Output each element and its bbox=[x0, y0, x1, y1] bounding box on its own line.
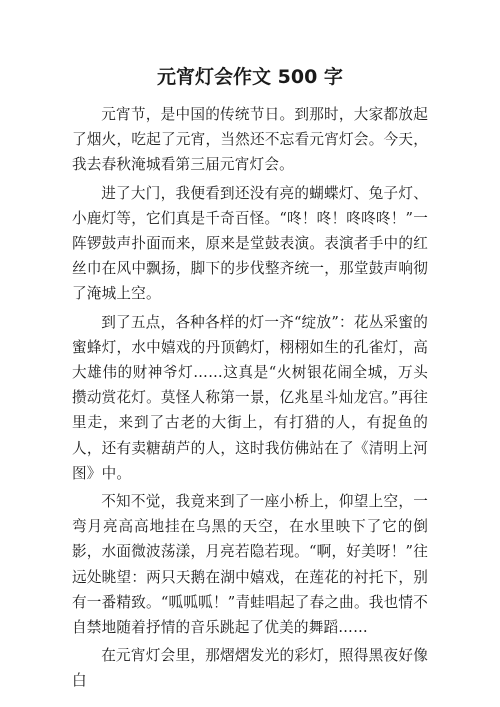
paragraph-2: 进了大门，我便看到还没有亮的蝴蝶灯、兔子灯、小鹿灯等，它们真是千奇百怪。“咚！咚！咚咚咚！”一阵锣鼓声扑面而来，原来是堂鼓表演。表演者手中的红丝巾在风中飘扬，脚下的步伐整齐统一，那堂鼓声响彻了淹城上空。 bbox=[72, 184, 428, 303]
paragraph-1: 元宵节，是中国的传统节日。到那时，大家都放起了烟火，吃起了元宵，当然还不忘看元宵灯会。今天，我去春秋淹城看第三届元宵灯会。 bbox=[72, 106, 428, 174]
paragraph-3: 到了五点，各种各样的灯一齐“绽放”：花丛采蜜的蜜蜂灯，水中嬉戏的丹顶鹤灯，栩栩如生的孔雀灯，高大雄伟的财神爷灯……这真是“火树银花闹全城，万头攒动赏花灯。莫怪人称第一景，亿兆星斗灿龙宫。”再往里走，来到了古老的大街上，有打猎的人，有捉鱼的人，还有卖糖葫芦的人，这时我仿佛站在了《清明上河图》中。 bbox=[72, 313, 428, 482]
paragraph-4: 不知不觉，我竟来到了一座小桥上，仰望上空，一弯月亮高高地挂在乌黑的天空，在水里映下了它的倒影，水面微波荡漾，月亮若隐若现。“啊，好美呀！”往远处眺望：两只天鹅在湖中嬉戏，在莲花的衬托下，别有一番精致。“呱呱呱！”青蛙唱起了春之曲。我也情不自禁地随着抒情的音乐跳起了优美的舞蹈…… bbox=[72, 493, 428, 637]
document-title: 元宵灯会作文 500 字 bbox=[157, 66, 343, 88]
paragraph-5: 在元宵灯会里，那熠熠发光的彩灯，照得黑夜好像白 bbox=[72, 647, 428, 690]
